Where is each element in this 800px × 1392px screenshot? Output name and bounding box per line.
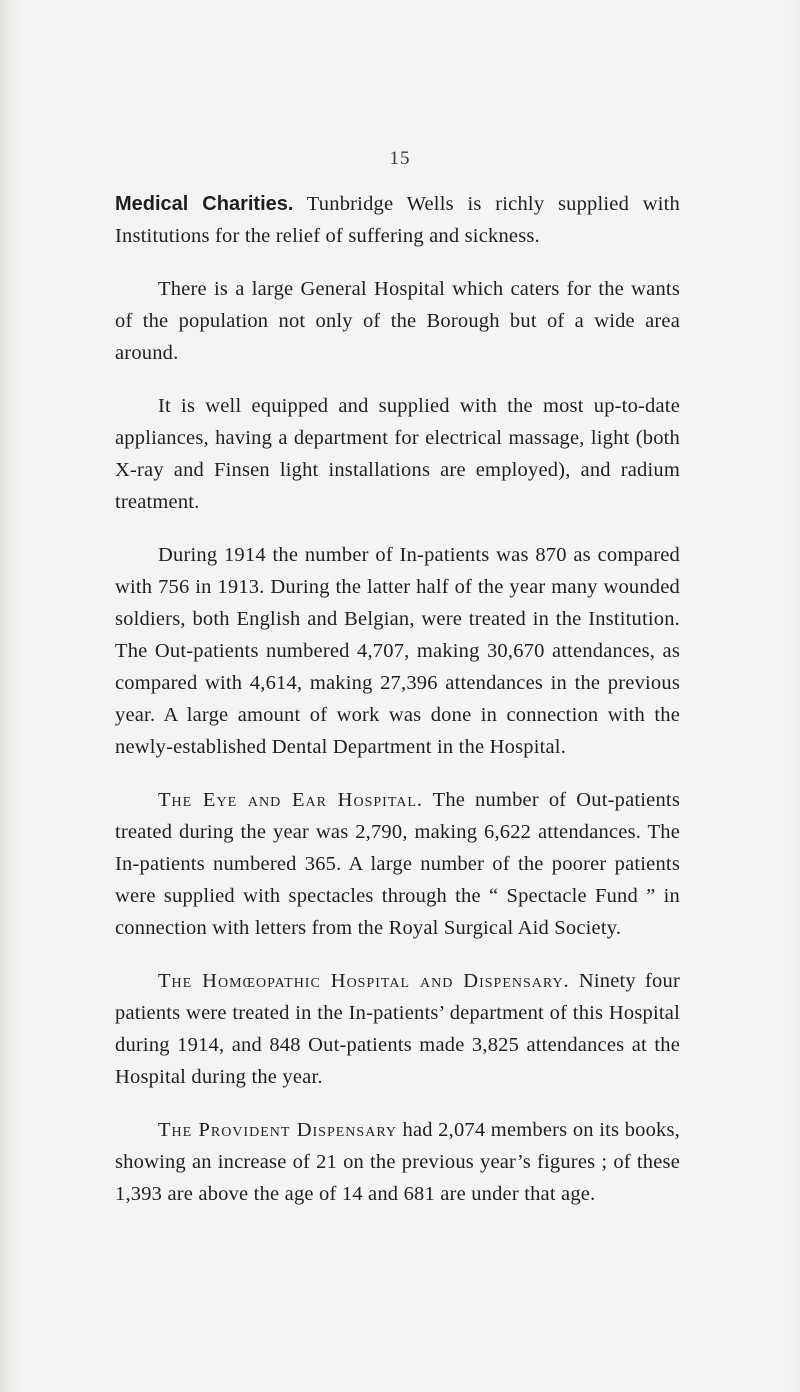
paragraph-text: had 2,074 members on its books, showing an increase of 21 on the previous year’s figures ; of these 1,393 are above the age of 14 and 681 are under that age. (115, 1119, 680, 1205)
section-heading-medical-charities: Medical Charities. (115, 193, 294, 215)
paragraph-patient-statistics (115, 539, 680, 763)
paragraph-eye-and-ear-hospital (115, 784, 680, 944)
paragraph-general-hospital (115, 273, 680, 369)
paragraph-equipment (115, 390, 680, 518)
paragraph-text: During 1914 the number of In-patients was 870 as compared with 756 in 1913. During the latter half of the year many wounded soldiers, both English and Belgian, were treated in the Institution. The Out-patients numbered 4,707, making 30,670 attendances, as compared with 4,614, making 27,396 attendances in the previous year. A large amount of work was done in connection with the newly-established Dental Department in the Hospital. (115, 544, 680, 758)
page-number: 15 (389, 148, 411, 169)
body-text (115, 188, 680, 1231)
section-heading-eye-and-ear-hospital: The Eye and Ear Hospital. (158, 789, 424, 811)
paragraph-text: It is well equipped and supplied with the most up-to-date appliances, having a department for electrical massage, light (both X-ray and Finsen light installations are employed), and radium treatment. (115, 395, 680, 513)
paragraph-text: There is a large General Hospital which caters for the wants of the population not only of the Borough but of a wide area around. (115, 278, 680, 364)
paragraph-medical-charities (115, 188, 680, 252)
paragraph-text: The number of Out-patients treated during the year was 2,790, making 6,622 attendances. The In-patients numbered 365. A large number of the poorer patients were supplied with spectacles through the “ Spectacle Fund ” in connection with letters from the Royal Surgical Aid Society. (115, 789, 680, 939)
paragraph-text: Ninety four patients were treated in the In-patients’ department of this Hospital during 1914, and 848 Out-patients made 3,825 attendances at the Hospital during the year. (115, 970, 680, 1088)
section-heading-homoeopathic-hospital: The Homœopathic Hospital and Dispensary. (158, 970, 570, 992)
paragraph-homoeopathic-hospital (115, 965, 680, 1093)
page-binding-edge (0, 0, 10, 1392)
paragraph-text: Tunbridge Wells is richly supplied with Institutions for the relief of suffering and sickness. (115, 193, 681, 247)
section-heading-provident-dispensary: The Provident Dispensary (158, 1119, 397, 1141)
paragraph-provident-dispensary (115, 1114, 680, 1210)
